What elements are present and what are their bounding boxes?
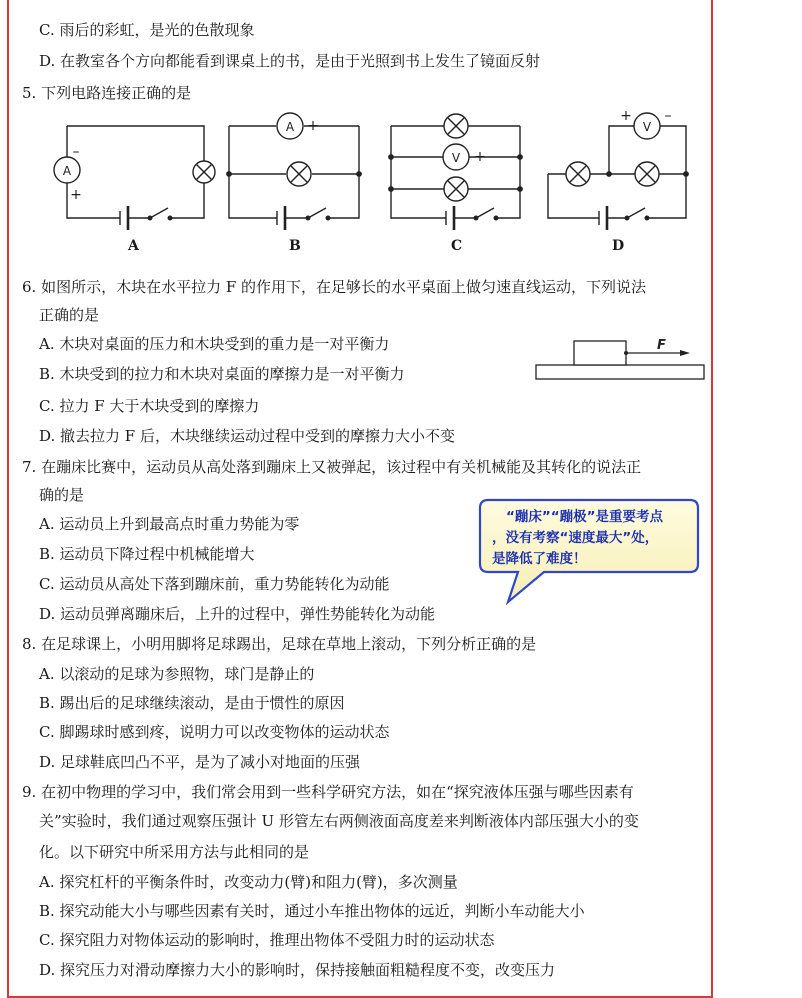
- q7-stem-line2: 确的是: [39, 486, 85, 504]
- q9-option-d: D. 探究压力对滑动摩擦力大小的影响时，保持接触面粗糙程度不变，改变压力: [39, 961, 556, 979]
- q7-option-c: C. 运动员从高处下落到蹦床前，重力势能转化为动能: [39, 575, 390, 593]
- voltmeter-d-plus: +: [620, 108, 632, 124]
- q9-option-a: A. 探究杠杆的平衡条件时，改变动力(臂)和阻力(臂)，多次测量: [39, 873, 458, 891]
- voltmeter-d-letter: V: [642, 120, 652, 134]
- q7-option-d: D. 运动员弹离蹦床后，上升的过程中，弹性势能转化为动能: [39, 605, 436, 623]
- ammeter-a-plus: +: [70, 187, 82, 203]
- annotation-callout-text: [492, 507, 692, 570]
- q8-option-a: A. 以滚动的足球为参照物，球门是静止的: [39, 665, 315, 683]
- q4-option-c: C. 雨后的彩虹，是光的色散现象: [39, 21, 255, 39]
- voltmeter-d-minus: –: [664, 108, 672, 124]
- q7-option-b: B. 运动员下降过程中机械能增大: [39, 545, 255, 563]
- q9-stem-line1: 9. 在初中物理的学习中，我们常会用到一些科学研究方法，如在“探究液体压强与哪些因素有: [22, 783, 634, 801]
- voltmeter-c-minus: –: [428, 149, 436, 165]
- circuit-a: [54, 126, 215, 230]
- q9-option-b: B. 探究动能大小与哪些因素有关时，通过小车推出物体的远近，判断小车动能大小: [39, 902, 585, 920]
- q9-stem-line2: 关”实验时，我们通过观察压强计 U 形管左右两侧液面高度差来判断液体内部压强大小的变: [39, 812, 639, 830]
- circuit-label-b: B: [289, 238, 301, 254]
- q7-option-a: A. 运动员上升到最高点时重力势能为零: [39, 515, 300, 533]
- q8-option-b: B. 踢出后的足球继续滚动，是由于惯性的原因: [39, 694, 345, 712]
- q6-option-c: C. 拉力 F 大于木块受到的摩擦力: [39, 397, 260, 415]
- q6-option-a: A. 木块对桌面的压力和木块受到的重力是一对平衡力: [39, 335, 390, 353]
- ammeter-b-minus: –: [264, 118, 272, 134]
- circuit-d: [548, 113, 688, 230]
- circuit-label-c: C: [451, 238, 463, 254]
- q9-option-c: C. 探究阻力对物体运动的影响时，推理出物体不受阻力时的运动状态: [39, 931, 495, 949]
- q4-option-d: D. 在教室各个方向都能看到课桌上的书，是由于光照到书上发生了镜面反射: [39, 52, 541, 70]
- q6-stem-line2: 正确的是: [39, 306, 100, 324]
- q5-stem: 5. 下列电路连接正确的是: [22, 84, 192, 102]
- ammeter-a-letter: A: [62, 164, 72, 178]
- q5-circuit-diagrams: [0, 100, 710, 262]
- ammeter-b-plus: +: [307, 118, 319, 134]
- circuit-c: [389, 114, 522, 230]
- q6-option-b: B. 木块受到的拉力和木块对桌面的摩擦力是一对平衡力: [39, 365, 405, 383]
- q8-stem: 8. 在足球课上，小明用脚将足球踢出，足球在草地上滚动，下列分析正确的是: [22, 635, 537, 653]
- ammeter-a-minus: –: [72, 144, 80, 160]
- voltmeter-c-letter: V: [451, 151, 461, 165]
- q8-option-c: C. 脚踢球时感到疼，说明力可以改变物体的运动状态: [39, 723, 390, 741]
- q9-stem-line3: 化。以下研究中所采用方法与此相同的是: [39, 843, 310, 861]
- q6-stem-line1: 6. 如图所示，木块在水平拉力 F 的作用下，在足够长的水平桌面上做匀速直线运动，下列说法: [22, 278, 647, 296]
- q7-stem-line1: 7. 在蹦床比赛中，运动员从高处落到蹦床上又被弹起，该过程中有关机械能及其转化的说法正: [22, 458, 642, 476]
- callout-line3: 是降低了难度！: [492, 551, 587, 567]
- callout-line1: “蹦床”“蹦极”是重要考点: [506, 509, 663, 525]
- force-label: F: [657, 338, 666, 353]
- q6-option-d: D. 撤去拉力 F 后，木块继续运动过程中受到的摩擦力大小不变: [39, 427, 455, 445]
- q6-block-diagram: [530, 335, 710, 385]
- ammeter-b-letter: A: [285, 120, 295, 134]
- circuit-label-a: A: [128, 238, 139, 254]
- callout-line2: ，没有考察“速度最大”处，: [492, 530, 659, 546]
- voltmeter-c-plus: +: [474, 149, 486, 165]
- q8-option-d: D. 足球鞋底凹凸不平，是为了减小对地面的压强: [39, 753, 361, 771]
- circuit-label-d: D: [612, 238, 625, 254]
